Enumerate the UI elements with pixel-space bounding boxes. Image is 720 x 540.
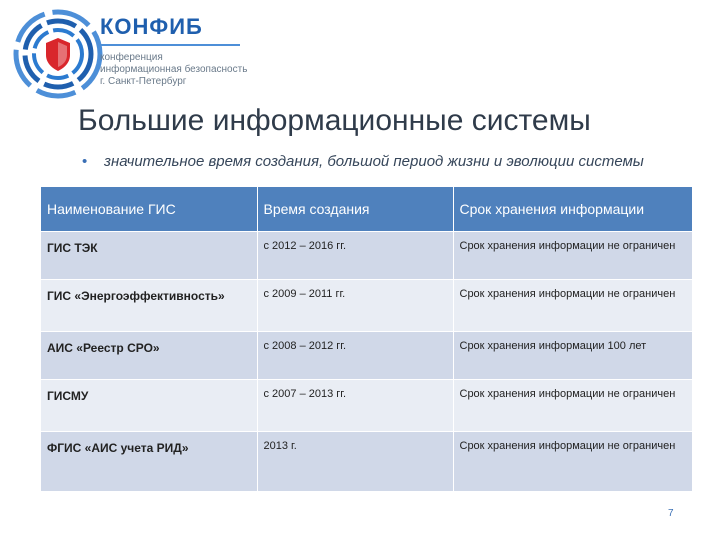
column-header-name: Наименование ГИС — [41, 187, 257, 231]
gis-table — [41, 187, 692, 491]
gis-time-cell: с 2009 – 2011 гг. — [257, 279, 453, 331]
column-header-storage: Срок хранения информации — [453, 187, 692, 231]
gis-name-cell: ФГИС «АИС учета РИД» — [41, 431, 257, 491]
gis-name-cell: ГИС «Энергоэффективность» — [41, 279, 257, 331]
slide-title: Большие информационные системы — [78, 104, 591, 137]
gis-storage-cell: Срок хранения информации 100 лет — [453, 331, 692, 379]
gis-name-cell: ГИСМУ — [41, 379, 257, 431]
page-number: 7 — [668, 508, 674, 519]
gis-storage-cell: Срок хранения информации не ограничен — [453, 379, 692, 431]
brand-sub-line: г. Санкт-Петербург — [100, 76, 187, 87]
table-row — [41, 279, 692, 331]
brand-divider — [98, 44, 240, 46]
table-header-row — [41, 187, 692, 231]
bullet-icon: • — [82, 153, 88, 170]
brand-name: КОНФИБ — [100, 14, 203, 39]
table-row — [41, 331, 692, 379]
gis-time-cell: 2013 г. — [257, 431, 453, 491]
gis-name-cell: ГИС ТЭК — [41, 231, 257, 279]
gis-storage-cell: Срок хранения информации не ограничен — [453, 431, 692, 491]
shield-logo-icon — [12, 8, 104, 100]
table-row — [41, 231, 692, 279]
gis-time-cell: с 2008 – 2012 гг. — [257, 331, 453, 379]
column-header-time: Время создания — [257, 187, 453, 231]
gis-storage-cell: Срок хранения информации не ограничен — [453, 279, 692, 331]
brand-sub-line: информационная безопасность — [100, 64, 248, 75]
gis-name-cell: АИС «Реестр СРО» — [41, 331, 257, 379]
brand-block — [98, 14, 248, 88]
bullet-item — [82, 153, 652, 171]
gis-time-cell: с 2007 – 2013 гг. — [257, 379, 453, 431]
table-row — [41, 431, 692, 491]
gis-time-cell: с 2012 – 2016 гг. — [257, 231, 453, 279]
brand-sub-line: конференция — [100, 52, 163, 63]
gis-storage-cell: Срок хранения информации не ограничен — [453, 231, 692, 279]
bullet-text: значительное время создания, большой период жизни и эволюции системы — [104, 153, 644, 170]
table-row — [41, 379, 692, 431]
